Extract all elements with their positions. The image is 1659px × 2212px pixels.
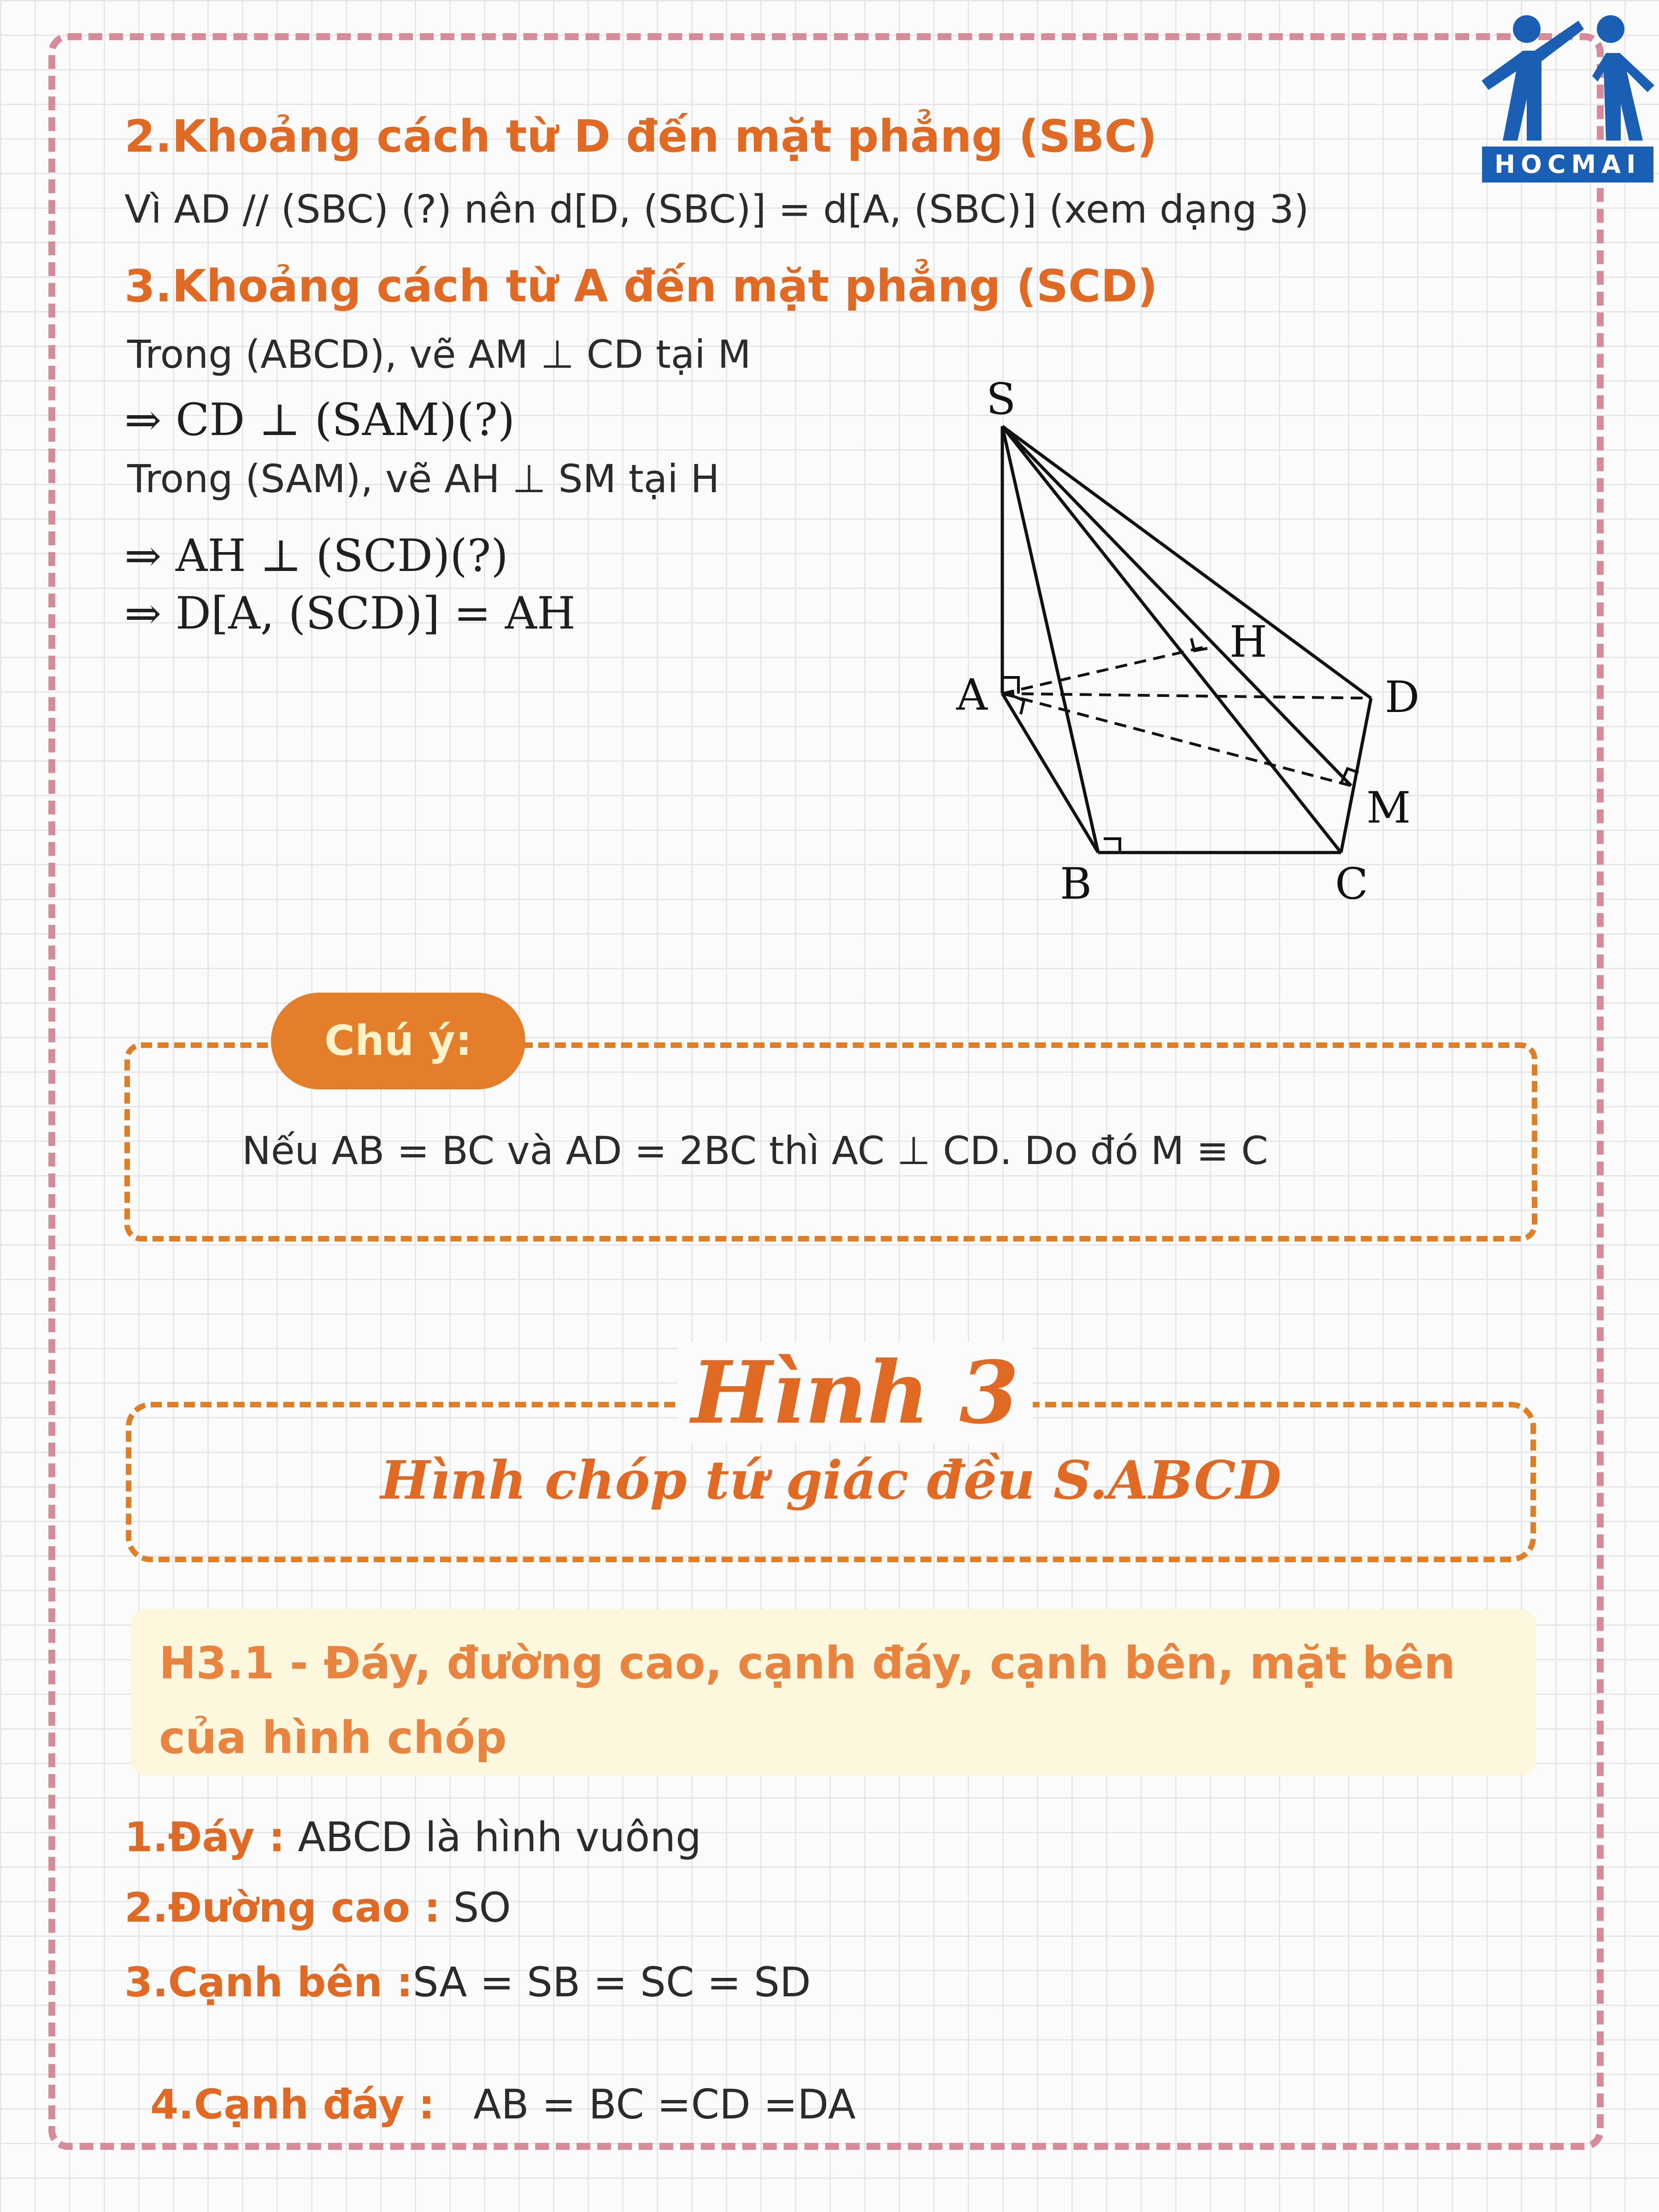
item-value: ABCD là hình vuông [285, 1813, 701, 1861]
item-label: 3.Cạnh bên : [124, 1959, 413, 2006]
right-angle-B [1104, 839, 1120, 853]
item-label: 4.Cạnh đáy : [150, 2081, 435, 2128]
label-A: A [956, 670, 988, 720]
part3-line1: Trong (ABCD), vẽ AM ⊥ CD tại M [127, 332, 751, 377]
note-text: Nếu AB = BC và AD = 2BC thì AC ⊥ CD. Do đó M ≡ C [242, 1128, 1268, 1173]
part3-line2: Trong (SAM), vẽ AH ⊥ SM tại H [127, 456, 720, 501]
section-title: Hình 3 [677, 1342, 1033, 1443]
item-value: SO [440, 1884, 511, 1931]
part3-math3: ⇒ D[A, (SCD)] = AH [124, 588, 576, 639]
item-label: 2.Đường cao : [124, 1884, 441, 1931]
label-C: C [1335, 859, 1368, 909]
edge-SM [1002, 426, 1351, 786]
list-item [124, 1959, 811, 2006]
list-item [124, 2033, 856, 2128]
edge-AH [1002, 647, 1203, 694]
section-subtitle: Hình chóp tứ giác đều S.ABCD [380, 1449, 1282, 1511]
part2-heading: 2.Khoảng cách từ D đến mặt phẳng (SBC) [124, 111, 1157, 162]
list-item [124, 1884, 511, 1931]
hocmai-logo [1472, 7, 1659, 180]
edge-AD [1002, 694, 1371, 698]
label-D: D [1385, 672, 1420, 723]
list-item [124, 1813, 701, 1861]
part3-math1: ⇒ CD ⊥ (SAM)(?) [124, 394, 515, 446]
label-H: H [1230, 617, 1267, 667]
edge-AB [1002, 694, 1098, 853]
label-M: M [1366, 783, 1411, 833]
logo-text: HOCMAI [1482, 147, 1653, 182]
edge-AM [1002, 694, 1351, 786]
note-title: Chú ý: [271, 993, 525, 1089]
right-angle-H [1191, 638, 1207, 651]
h31-box [131, 1609, 1536, 1775]
h31-title: H3.1 - Đáy, đường cao, cạnh đáy, cạnh bên, mặt bên của hình chóp [159, 1637, 1455, 1764]
item-label: 1.Đáy : [124, 1813, 285, 1861]
label-B: B [1060, 859, 1092, 909]
part3-heading: 3.Khoảng cách từ A đến mặt phẳng (SCD) [124, 260, 1158, 312]
edge-SB [1002, 426, 1098, 853]
item-value: AB = BC =CD =DA [435, 2081, 856, 2128]
label-S: S [986, 374, 1016, 424]
part3-math2: ⇒ AH ⊥ (SCD)(?) [124, 530, 508, 582]
item-value: SA = SB = SC = SD [412, 1959, 811, 2006]
people-icon [1472, 7, 1659, 145]
part2-line: Vì AD // (SBC) (?) nên d[D, (SBC)] = d[A, (SBC)] (xem dạng 3) [124, 187, 1309, 232]
pyramid-figure [922, 359, 1475, 935]
